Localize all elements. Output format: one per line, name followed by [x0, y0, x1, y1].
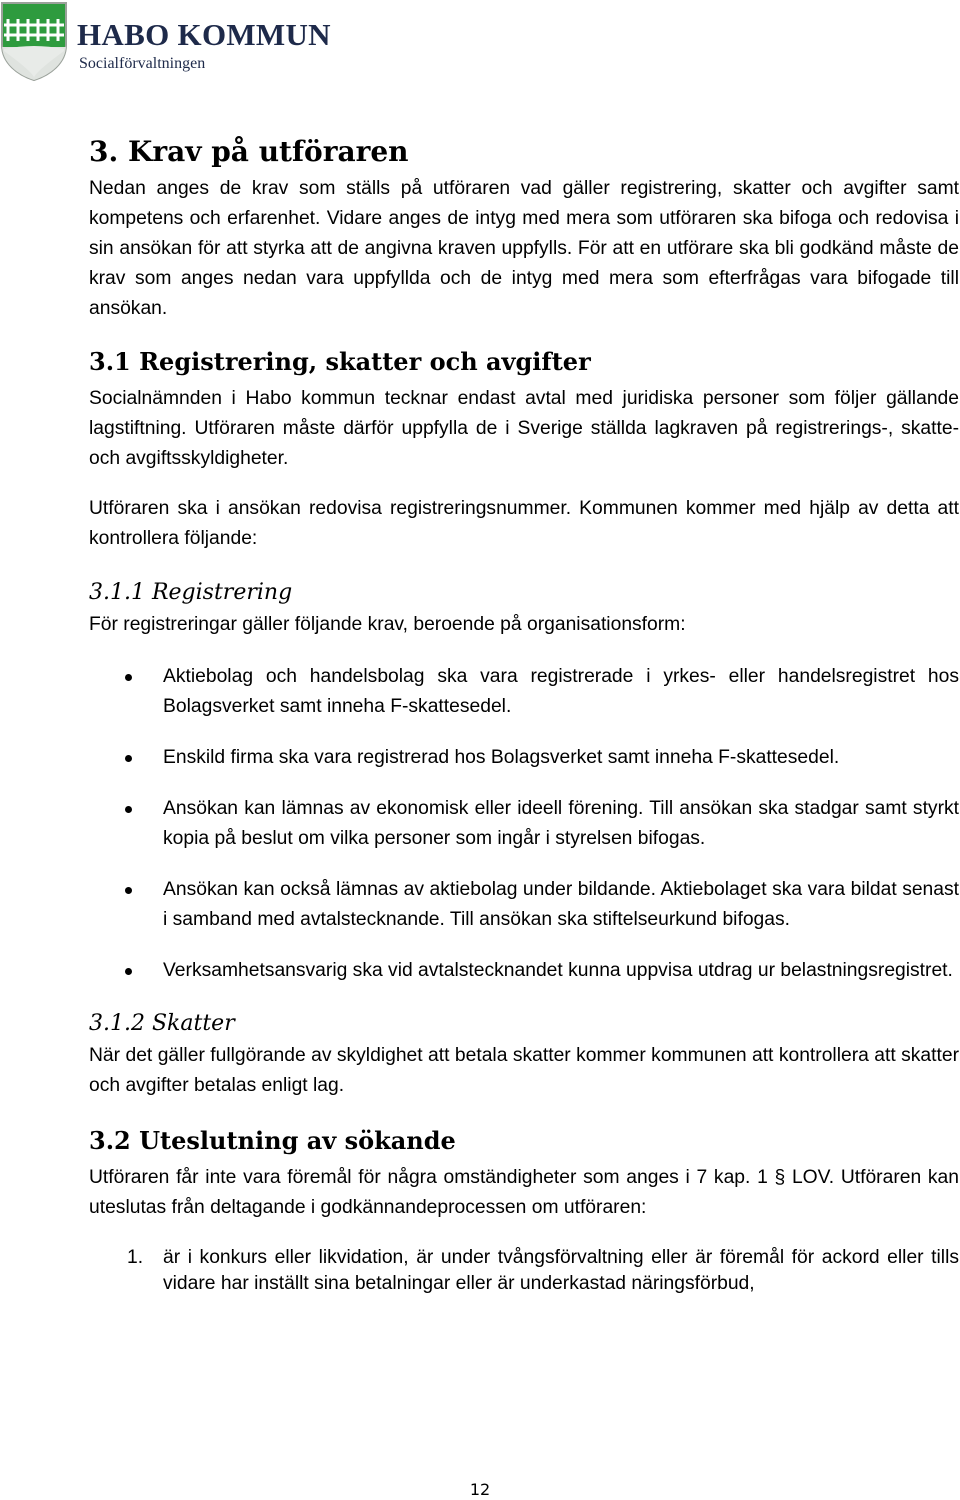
list-item: [89, 875, 959, 935]
list-item-text: Aktiebolag och handelsbolag ska vara registrerade i yrkes- eller handelsregistret hos Bolagsverket samt inneha F-skattesedel.: [163, 666, 959, 717]
page-number: 12: [469, 1480, 491, 1499]
bullet-icon: [125, 887, 132, 894]
list-item: [89, 1245, 959, 1297]
list-item-text: Verksamhetsansvarig ska vid avtalstecknandet kunna uppvisa utdrag ur belastningsregistret.: [163, 960, 953, 981]
list-item: [89, 794, 959, 854]
list-item-text: är i konkurs eller likvidation, är under tvångsförvaltning eller är föremål för ackord eller tills vidare har inställt sina betalningar eller är underkastad näringsförbud,: [163, 1247, 959, 1294]
section-3-2-heading: 3.2 Uteslutning av sökande: [89, 1126, 456, 1155]
list-item: [89, 956, 959, 986]
bullet-icon: [125, 674, 132, 681]
section-3-paragraph: Nedan anges de krav som ställs på utföraren vad gäller registrering, skatter och avgifter samt kompetens och erfarenhet. Vidare anges de intyg med mera som utföraren ska bifoga och redovisa i sin ansökan för att styrka att de angivna kraven uppfylls. För att en utförare ska bli godkänd måste de krav som anges nedan vara uppfyllda och de intyg med mera som efterfrågas vara bifogade till ansökan.: [89, 178, 959, 319]
section-3-1-paragraph-2: Utföraren ska i ansökan redovisa registreringsnummer. Kommunen kommer med hjälp av detta att kontrollera följande:: [89, 498, 959, 549]
section-3-1-1-intro: För registreringar gäller följande krav, beroende på organisationsform:: [89, 614, 686, 635]
section-3-1-paragraph-1: Socialnämnden i Habo kommun tecknar endast avtal med juridiska personer som följer gällande lagstiftning. Utföraren måste därför uppfylla de i Sverige ställda lagkraven på registrerings-, skatte- och avgiftsskyldigheter.: [89, 388, 959, 469]
organization-name: HABO KOMMUN: [77, 17, 331, 52]
section-3-2-paragraph: Utföraren får inte vara föremål för några omständigheter som anges i 7 kap. 1 § LOV. Utföraren kan uteslutas från deltagande i godkännandeprocessen om utföraren:: [89, 1167, 959, 1218]
list-item-text: Ansökan kan också lämnas av aktiebolag under bildande. Aktiebolaget ska vara bildat senast i samband med avtalstecknande. Till ansökan ska stiftelseurkund bifogas.: [163, 879, 959, 930]
bullet-icon: [125, 968, 132, 975]
exclusion-grounds-list: [89, 1245, 959, 1297]
section-3-1-1-heading: 3.1.1 Registrering: [89, 580, 293, 605]
document-body: [89, 130, 959, 1297]
registration-requirements-list: [89, 662, 959, 986]
list-number: 1.: [127, 1247, 144, 1268]
section-3-heading: 3. Krav på utföraren: [89, 135, 409, 168]
list-item-text: Enskild firma ska vara registrerad hos Bolagsverket samt inneha F-skattesedel.: [163, 747, 840, 768]
page-header: [0, 0, 400, 84]
bullet-icon: [125, 755, 132, 762]
organization-department: Socialförvaltningen: [79, 55, 206, 72]
section-3-1-heading: 3.1 Registrering, skatter och avgifter: [89, 347, 591, 376]
bullet-icon: [125, 806, 132, 813]
habo-kommun-shield-icon: [0, 1, 68, 81]
section-3-1-2-paragraph: När det gäller fullgörande av skyldighet att betala skatter kommer kommunen att kontrollera att skatter och avgifter betalas enligt lag.: [89, 1045, 959, 1096]
list-item: [89, 743, 959, 773]
section-3-1-2-heading: 3.1.2 Skatter: [89, 1011, 235, 1036]
list-item: [89, 662, 959, 722]
list-item-text: Ansökan kan lämnas av ekonomisk eller ideell förening. Till ansökan ska stadgar samt styrkt kopia på beslut om vilka personer som ingår i styrelsen bifogas.: [163, 798, 959, 849]
